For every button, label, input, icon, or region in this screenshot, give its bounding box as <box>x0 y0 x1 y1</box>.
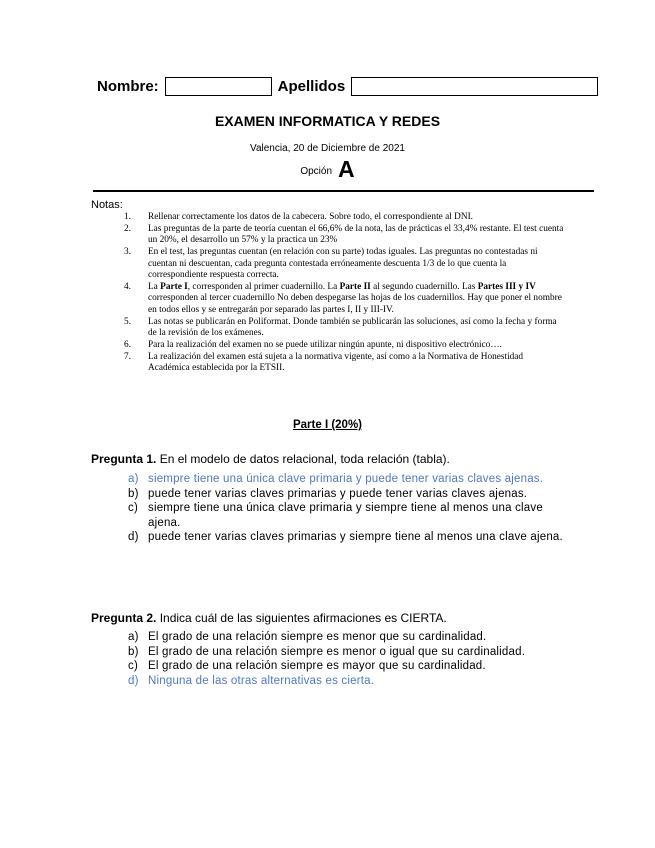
notes-title: Notas: <box>91 199 123 211</box>
answer-option-b[interactable] <box>128 487 568 502</box>
question-2-answers <box>128 630 568 688</box>
answer-text: Ninguna de las otras alternativas es cierta. <box>148 674 375 687</box>
note-text: La Parte I, corresponden al primer cuadernillo. La Parte II al segundo cuadernillo. Las Partes III y IV corresponden al tercer cuadernillo No deben despegarse las hojas de los cuadernillos. Hay que poner el nombre en todos ellos y se entregarán por separado las partes I, II y III-IV. <box>148 281 562 315</box>
apellidos-field[interactable] <box>351 77 598 96</box>
answer-text: puede tener varias claves primarias y siempre tiene al menos una clave ajena. <box>148 531 563 544</box>
note-number: 5. <box>124 316 131 327</box>
answer-text: El grado de una relación siempre es mayor que su cardinalidad. <box>148 660 486 673</box>
question-2-text: Indica cuál de las siguientes afirmaciones es CIERTA. <box>156 611 447 625</box>
answer-letter: c) <box>128 502 138 515</box>
answer-text: El grado de una relación siempre es menor o igual que su cardinalidad. <box>148 645 526 658</box>
answer-text: siempre tiene una única clave primaria y puede tener varias claves ajenas. <box>148 473 544 485</box>
question-1 <box>91 452 450 466</box>
note-item <box>124 212 564 223</box>
answer-option-a[interactable] <box>128 472 568 487</box>
answer-option-d[interactable] <box>128 530 568 545</box>
answer-option-b[interactable] <box>128 645 568 660</box>
note-number: 6. <box>124 339 131 350</box>
notes-list <box>124 212 564 375</box>
answer-letter: a) <box>128 631 139 643</box>
answer-option-a[interactable] <box>128 630 568 645</box>
part-title: Parte I (20%) <box>292 419 363 431</box>
nombre-label: Nombre: <box>97 77 159 95</box>
answer-text: puede tener varias claves primarias y puede tener varias claves ajenas. <box>148 487 528 500</box>
answer-option-c[interactable] <box>128 501 568 530</box>
note-item <box>124 340 564 351</box>
note-number: 2. <box>124 223 131 234</box>
question-1-label: Pregunta 1. <box>91 452 157 466</box>
option-label: Opción <box>300 166 333 177</box>
name-header <box>97 76 598 96</box>
note-number: 4. <box>124 281 131 292</box>
note-number: 7. <box>124 351 131 362</box>
answer-text: siempre tiene una única clave primaria y siempre tiene al menos una clave ajena. <box>148 502 543 529</box>
answer-letter: d) <box>128 531 139 544</box>
question-1-answers <box>128 472 568 545</box>
note-text: Las preguntas de la parte de teoría cuentan el 66,6% de la nota, las de prácticas el 33,4% restante. El test cuenta un 20%, el desarrollo un 57% y la practica un 23% <box>148 223 564 246</box>
nombre-field[interactable] <box>165 77 272 96</box>
note-text: Las notas se publicarán en Poliformat. Donde también se publicarán las soluciones, así como la fecha y forma de la revisión de los exámenes. <box>148 316 557 339</box>
answer-letter: a) <box>128 473 139 485</box>
question-1-text: En el modelo de datos relacional, toda relación (tabla). <box>156 452 450 466</box>
answer-option-c[interactable] <box>128 659 568 674</box>
note-item <box>124 317 564 340</box>
answer-letter: b) <box>128 487 139 500</box>
answer-text: El grado de una relación siempre es menor que su cardinalidad. <box>148 631 487 643</box>
exam-option <box>0 156 655 183</box>
note-item <box>124 282 564 316</box>
answer-letter: d) <box>128 674 139 687</box>
option-value: A <box>338 156 355 182</box>
question-2-label: Pregunta 2. <box>91 611 157 625</box>
note-text: Rellenar correctamente los datos de la cabecera. Sobre todo, el correspondiente al DNI. <box>148 212 473 222</box>
answer-letter: b) <box>128 645 139 658</box>
header-divider <box>93 190 594 192</box>
answer-letter: c) <box>128 660 138 673</box>
answer-option-d[interactable] <box>128 674 568 689</box>
apellidos-label: Apellidos <box>277 77 346 95</box>
exam-date: Valencia, 20 de Diciembre de 2021 <box>250 143 405 154</box>
note-item <box>124 352 564 375</box>
note-number: 3. <box>124 247 131 258</box>
note-number: 1. <box>124 212 131 222</box>
note-item <box>124 224 564 247</box>
note-text: En el test, las preguntas cuentan (en relación con su parte) todas iguales. Las preguntas no contestadas ni cuentan ni descuentan, cada pregunta contestada erróneamente descuenta 1/3 de lo que cuenta la correspondiente respuesta correcta. <box>148 247 538 281</box>
question-2 <box>91 611 447 625</box>
note-item <box>124 247 564 281</box>
exam-title: EXAMEN INFORMATICA Y REDES <box>214 113 441 129</box>
note-text: Para la realización del examen no se puede utilizar ningún apunte, ni dispositivo electrónico…. <box>148 339 502 350</box>
note-text: La realización del examen está sujeta a la normativa vigente, así como a la Normativa de Honestidad Académica establecida por la ETSII. <box>148 351 524 374</box>
